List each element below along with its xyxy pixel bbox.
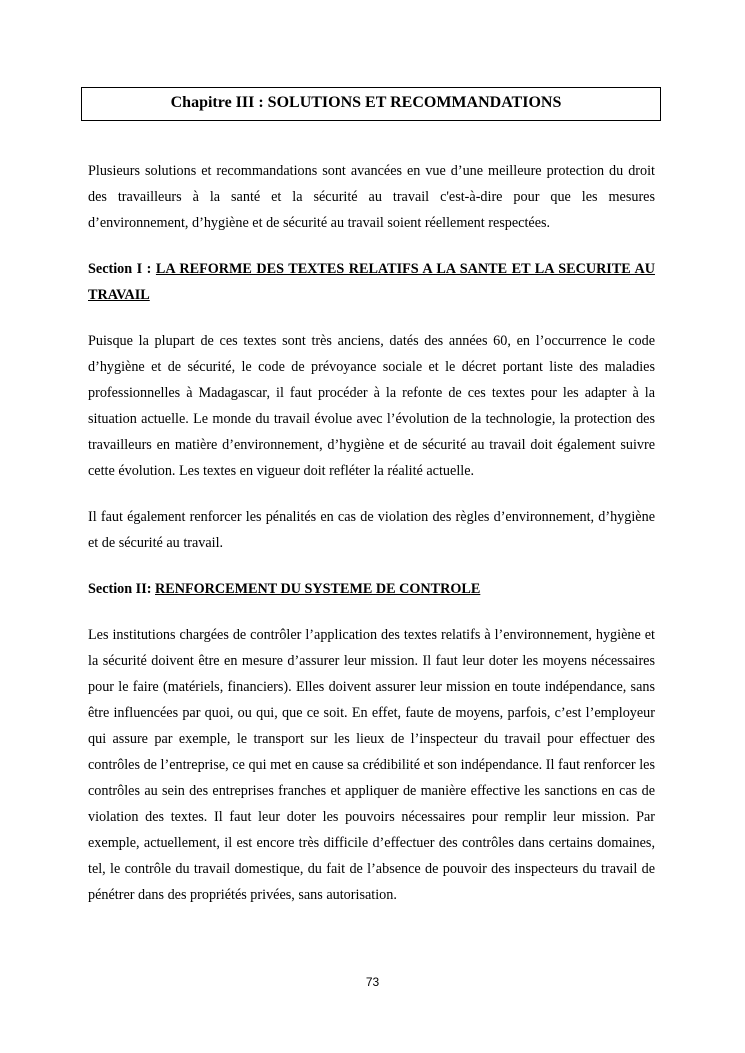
- chapter-title-box: [81, 87, 661, 121]
- section-1-title: LA REFORME DES TEXTES RELATIFS A LA SANTE ET LA SECURITE AU TRAVAIL: [88, 261, 655, 303]
- page-number: 73: [365, 975, 380, 989]
- section-2-prefix: Section II:: [88, 581, 155, 597]
- section-1-heading: [88, 256, 655, 308]
- chapter-title: Chapitre III : SOLUTIONS ET RECOMMANDATIONS: [170, 94, 562, 111]
- section-1-prefix: Section I :: [88, 261, 156, 277]
- section-2-heading: [88, 576, 655, 602]
- document-body: [88, 158, 655, 928]
- section-2-paragraph-1: Les institutions chargées de contrôler l’application des textes relatifs à l’environnement, hygiène et la sécurité doivent être en mesure d’assurer leur mission. Il faut leur doter les moyens nécessaires pour le faire (matériels, financiers). Elles doivent assurer leur mission en toute indépendance, sans être influencées par quoi, ou qui, que ce soit. En effet, faute de moyens, parfois, c’est l’employeur qui assure par exemple, le transport sur les lieux de l’inspecteur du travail pour effectuer des contrôles de l’entreprise, ce qui met en cause sa crédibilité et son indépendance. Il faut renforcer les contrôles au sein des entreprises franches et appliquer de manière effective les sanctions en cas de violation des textes. Il faut leur doter les pouvoirs nécessaires pour remplir leur mission. Par exemple, actuellement, il est encore très difficile d’effectuer des contrôles dans certains domaines, tel, le contrôle du travail domestique, du fait de l’absence de pouvoir des inspecteurs du travail de pénétrer dans des propriétés privées, sans autorisation.: [88, 627, 655, 903]
- section-2-title: RENFORCEMENT DU SYSTEME DE CONTROLE: [155, 581, 481, 597]
- intro-paragraph: Plusieurs solutions et recommandations sont avancées en vue d’une meilleure protection du droit des travailleurs à la santé et la sécurité au travail c'est-à-dire pour que les mesures d’environnement, d’hygiène et de sécurité au travail soient réellement respectées.: [88, 163, 655, 231]
- section-1-paragraph-2: Il faut également renforcer les pénalités en cas de violation des règles d’environnement, d’hygiène et de sécurité au travail.: [88, 509, 655, 551]
- section-1-paragraph-1: Puisque la plupart de ces textes sont très anciens, datés des années 60, en l’occurrence le code d’hygiène et de sécurité, le code de prévoyance sociale et le décret portant liste des maladies professionnelles à Madagascar, il faut procéder à la refonte de ces textes pour les adapter à la situation actuelle. Le monde du travail évolue avec l’évolution de la technologie, la protection des travailleurs en matière d’environnement, d’hygiène et de sécurité au travail doit également suivre cette évolution. Les textes en vigueur doit refléter la réalité actuelle.: [88, 333, 655, 479]
